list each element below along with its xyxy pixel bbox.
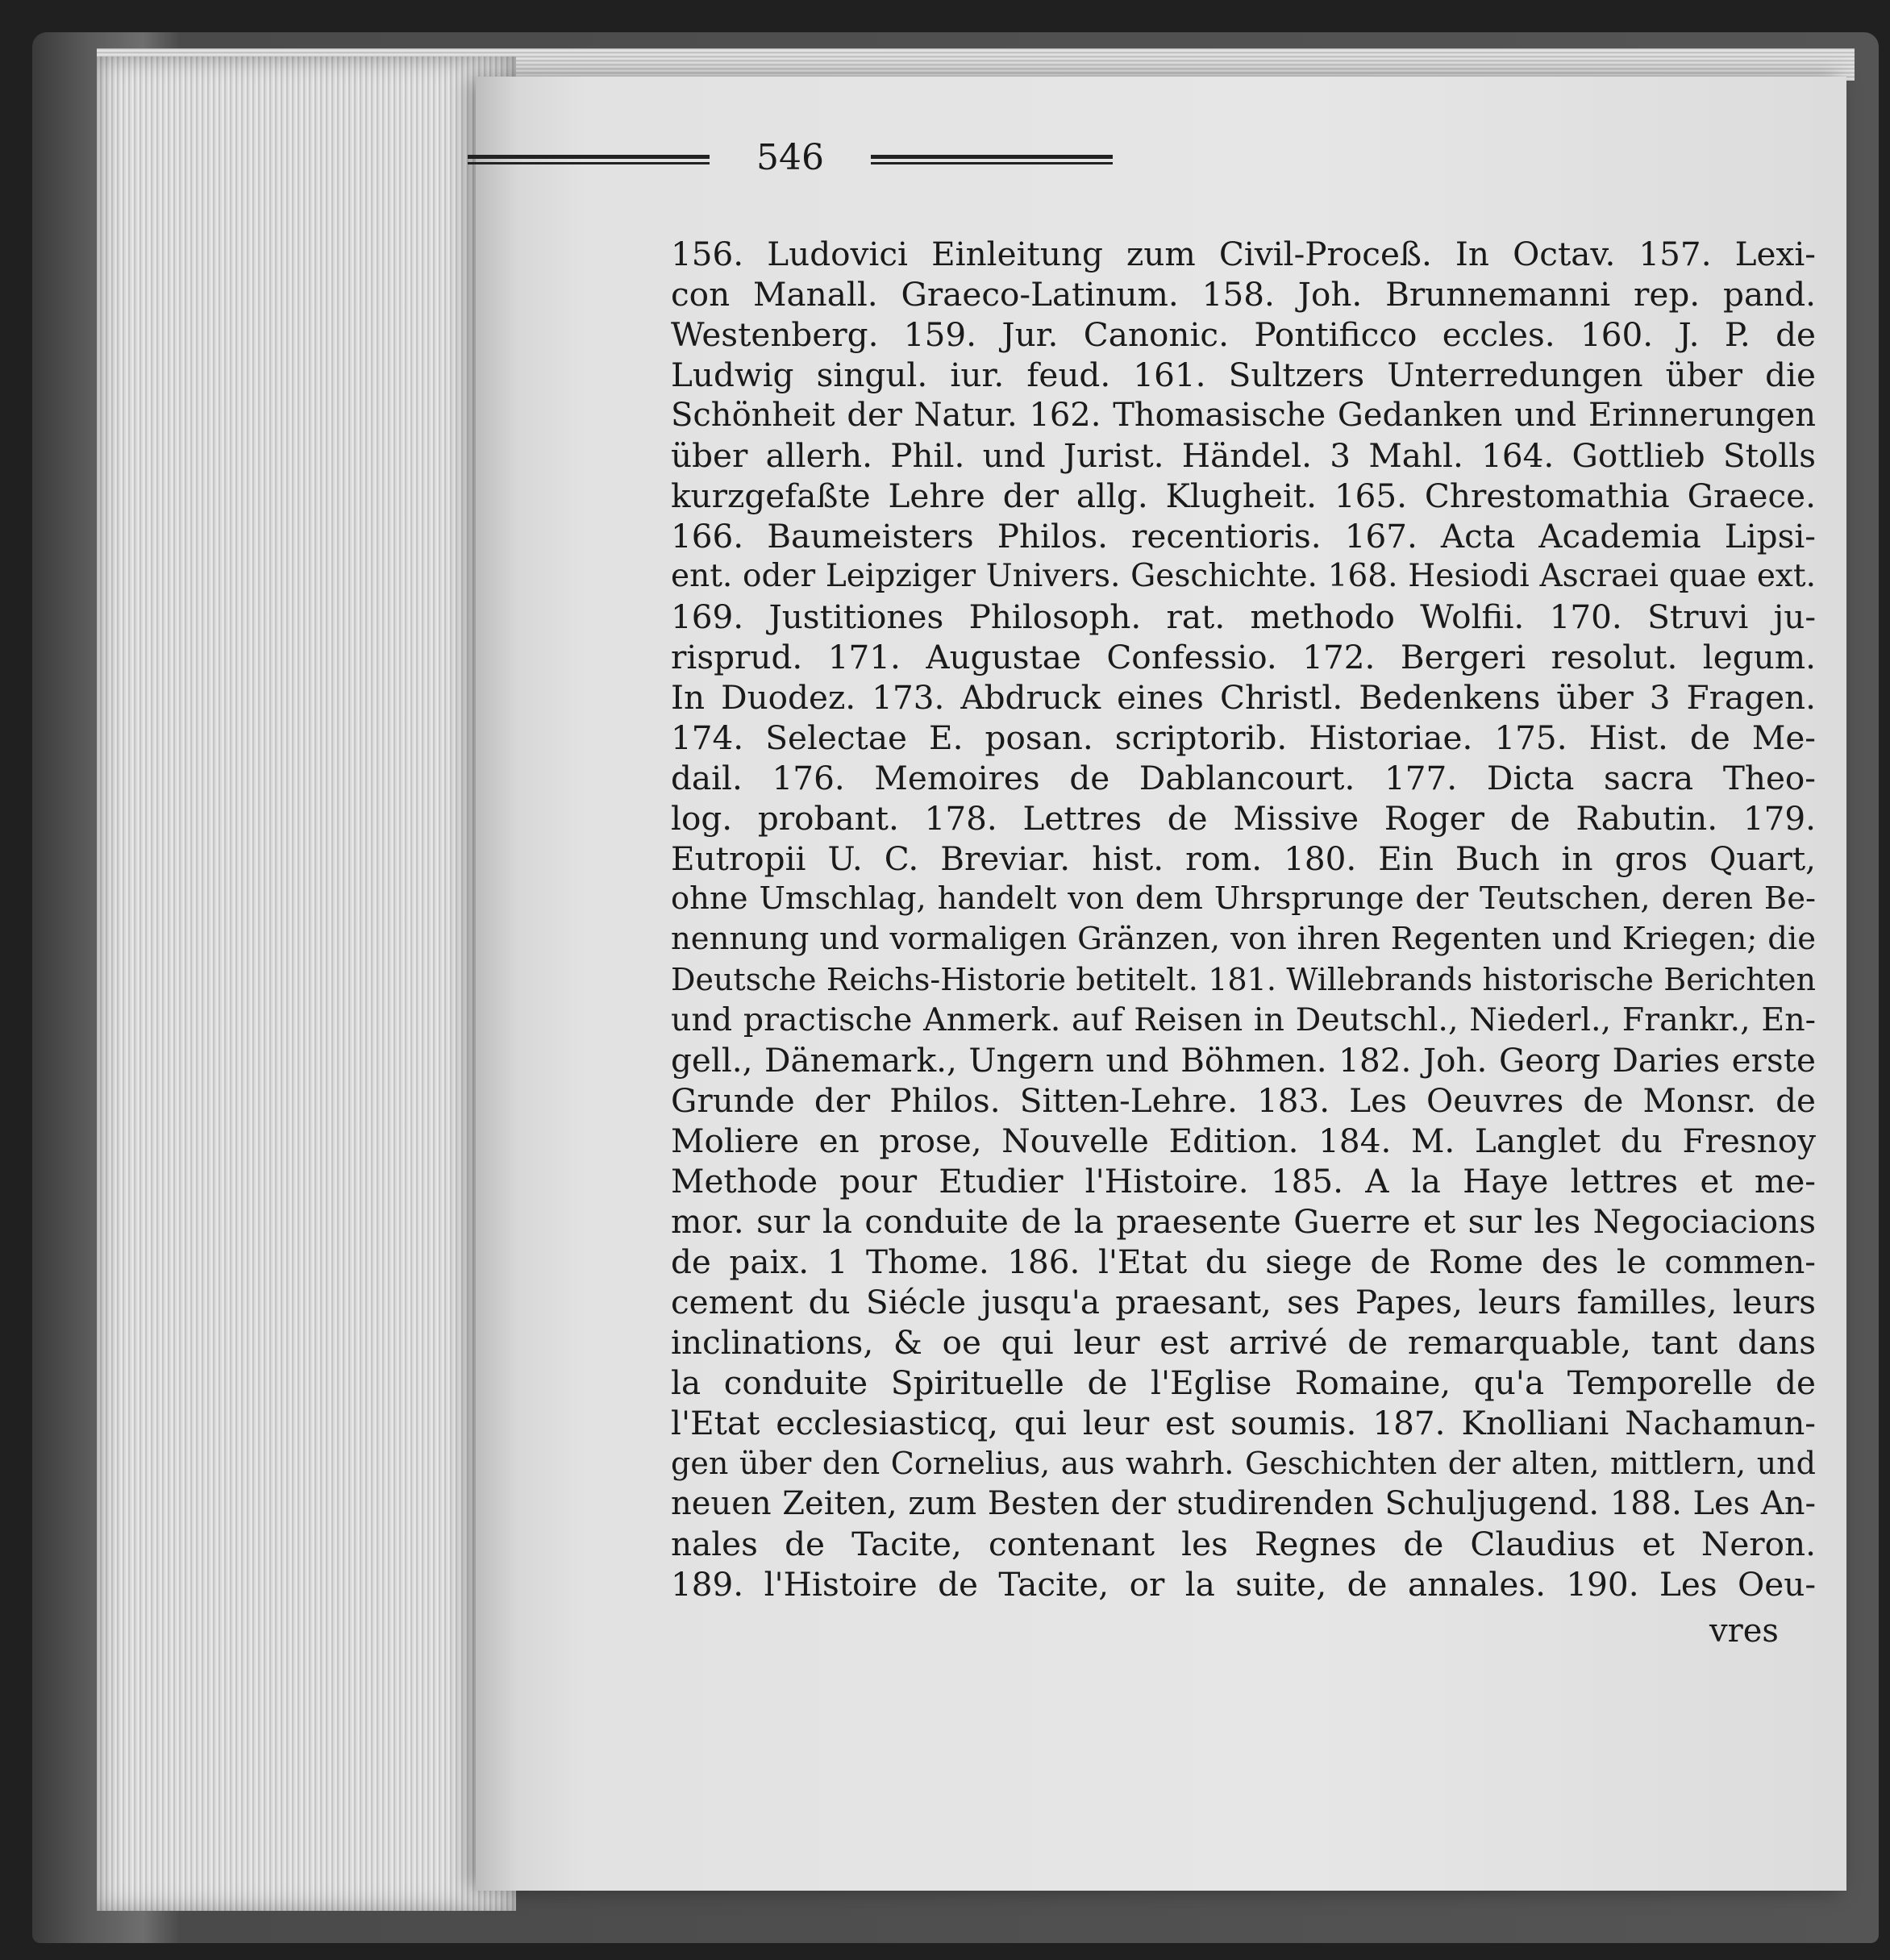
text-line: la conduite Spirituelle de l'Eglise Romaine, qu'a Temporelle de [671, 1363, 1816, 1402]
text-line: Deutsche Reichs-Historie betitelt. 181. Willebrands historische Berichten [671, 962, 1816, 997]
text-line: Schönheit der Natur. 162. Thomasische Gedanken und Erinnerungen [671, 397, 1816, 434]
page-block-side-edge [97, 56, 516, 1911]
page-header [468, 137, 1597, 185]
text-line: cement du Siécle jusqu'a praesant, ses Papes, leurs familles, leurs [671, 1283, 1816, 1321]
text-line: Ludwig singul. iur. feud. 161. Sultzers Unterredungen über die [671, 356, 1816, 394]
text-line: risprud. 171. Augustae Confessio. 172. Bergeri resolut. legum. [671, 638, 1816, 676]
text-line: Eutropii U. C. Breviar. hist. rom. 180. Ein Buch in gros Quart, [671, 839, 1816, 878]
text-line: log. probant. 178. Lettres de Missive Roger de Rabutin. 179. [671, 799, 1816, 838]
text-line: inclinations, & oe qui leur est arrivé de remarquable, tant dans [671, 1323, 1816, 1362]
text-line: nales de Tacite, contenant les Regnes de Claudius et Neron. [671, 1525, 1816, 1563]
text-line: kurzgefaßte Lehre der allg. Klugheit. 165. Chrestomathia Graece. [671, 476, 1816, 515]
text-line: gell., Dänemark., Ungern und Böhmen. 182. Joh. Georg Daries erste [671, 1041, 1816, 1080]
text-line: und practische Anmerk. auf Reisen in Deutschl., Niederl., Frankr., En- [671, 1001, 1816, 1038]
text-line: neuen Zeiten, zum Besten der studirenden Schuljugend. 188. Les An- [671, 1485, 1816, 1522]
text-line: ent. oder Leipziger Univers. Geschichte. 168. Hesiodi Ascraei quae ext. [671, 558, 1816, 594]
page-body-text [671, 234, 1816, 1604]
text-line: 189. l'Histoire de Tacite, or la suite, de annales. 190. Les Oeu- [671, 1565, 1816, 1604]
text-line: de paix. 1 Thome. 186. l'Etat du siege de Rome des le commen- [671, 1242, 1816, 1281]
text-line: über allerh. Phil. und Jurist. Händel. 3 Mahl. 164. Gottlieb Stolls [671, 436, 1816, 475]
page-number: 546 [756, 137, 824, 178]
text-line: Moliere en prose, Nouvelle Edition. 184. M. Langlet du Fresnoy [671, 1121, 1816, 1160]
text-line: 156. Ludovici Einleitung zum Civil-Proceß. In Octav. 157. Lexi- [671, 235, 1816, 273]
text-line: Methode pour Etudier l'Histoire. 185. A la Haye lettres et me- [671, 1162, 1816, 1201]
header-rule-left [468, 155, 710, 164]
text-line: nennung und vormaligen Gränzen, von ihren Regenten und Kriegen; die [671, 921, 1816, 957]
text-line: In Duodez. 173. Abdruck eines Christl. Bedenkens über 3 Fragen. [671, 678, 1816, 717]
text-line: ohne Umschlag, handelt von dem Uhrsprunge der Teutschen, deren Be- [671, 880, 1816, 917]
text-line: 169. Justitiones Philosoph. rat. methodo Wolfii. 170. Struvi ju- [671, 597, 1816, 636]
text-line: mor. sur la conduite de la praesente Guerre et sur les Negociacions [671, 1202, 1816, 1241]
text-line: dail. 176. Memoires de Dablancourt. 177. Dicta sacra Theo- [671, 759, 1816, 797]
header-rule-right [871, 155, 1113, 164]
text-line: con Manall. Graeco-Latinum. 158. Joh. Brunnemanni rep. pand. [671, 275, 1816, 314]
text-line: l'Etat ecclesiasticq, qui leur est soumis. 187. Knolliani Nachamun- [671, 1404, 1816, 1442]
text-line: 166. Baumeisters Philos. recentioris. 167. Acta Academia Lipsi- [671, 517, 1816, 556]
catchword: vres [1709, 1613, 1779, 1650]
text-line: 174. Selectae E. posan. scriptorib. Historiae. 175. Hist. de Me- [671, 718, 1816, 757]
text-line: gen über den Cornelius, aus wahrh. Geschichten der alten, mittlern, und [671, 1446, 1816, 1481]
text-line: Westenberg. 159. Jur. Canonic. Pontificco eccles. 160. J. P. de [671, 315, 1816, 354]
text-line: Grunde der Philos. Sitten-Lehre. 183. Les Oeuvres de Monsr. de [671, 1081, 1816, 1120]
